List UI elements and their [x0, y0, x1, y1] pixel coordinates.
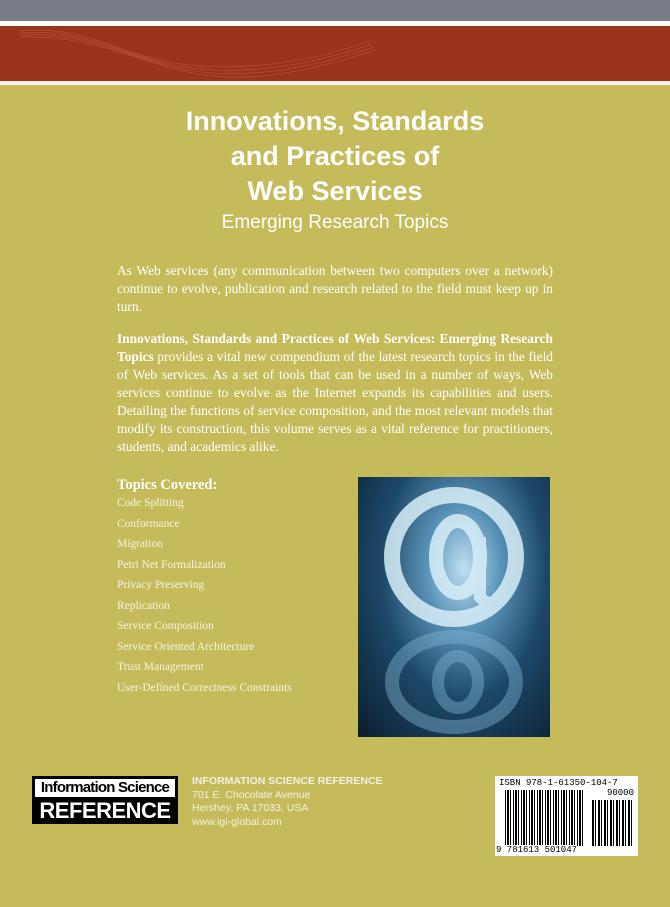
book-subtitle: Emerging Research Topics: [221, 212, 449, 233]
topic-item: Petri Net Formalization: [117, 558, 226, 571]
topic-item: User-Defined Correctness Constraints: [117, 681, 292, 694]
title-line: Innovations, Standards: [185, 106, 485, 136]
description-text: provides a vital new compendium of the latest research topics in the field of Web services. As a set of tools that can be used in a number of ways, Web services continue to evolve as the Internet expands its capabilities and users. Detailing the functions of service composition, and the most relevant models that modify its construction, this volume serves as a vital reference for practitioners, students, and academics alike.: [117, 349, 553, 454]
topic-item: Replication: [117, 599, 171, 612]
book-title: [0, 104, 670, 209]
topics-list: [117, 495, 292, 700]
topic-item: Code Splitting: [117, 497, 184, 509]
supplement-bars: [592, 800, 632, 846]
wave-decoration: [0, 26, 670, 81]
title-line: Web Services: [247, 176, 423, 206]
publisher-logo: [32, 776, 178, 824]
description-paragraph: [117, 330, 553, 456]
isbn-barcode: [495, 776, 638, 856]
divider-stripe: [0, 81, 670, 85]
isbn-text: ISBN 978-1-61350-104-7: [499, 778, 618, 788]
topic-item: Migration: [117, 538, 163, 550]
topics-heading: Topics Covered:: [117, 477, 218, 493]
logo-line1: Information Science: [35, 779, 175, 797]
publisher-info: [192, 775, 383, 829]
publisher-address: 701 E. Chocolate Avenue: [192, 788, 311, 801]
topic-item: Service Oriented Architecture: [117, 640, 255, 653]
publisher-name: INFORMATION SCIENCE REFERENCE: [192, 775, 383, 787]
red-banner: [0, 26, 670, 81]
topic-item: Conformance: [117, 517, 180, 530]
topic-item: Privacy Preserving: [117, 579, 205, 591]
top-gray-band: [0, 0, 670, 21]
barcode-bars: [505, 790, 585, 846]
publisher-city: Hershey, PA 17033, USA: [192, 802, 309, 814]
logo-line2: REFERENCE: [39, 798, 171, 823]
price-code: 90000: [606, 788, 634, 798]
description-bold: Innovations, Standards and Practices of Web Services: Emerging Research Topics: [117, 331, 553, 364]
title-line: and Practices of: [230, 141, 440, 171]
at-sign-icon: [358, 477, 550, 737]
topic-item: Trust Management: [117, 661, 204, 673]
topic-item: Service Composition: [117, 620, 214, 632]
at-sign-fiber-optic-image: [358, 477, 550, 737]
barcode-number: 9 781613 501047: [496, 845, 578, 855]
intro-paragraph: As Web services (any communication between two computers over a network) continue to evolve, publication and research related to the field must keep up in turn.: [117, 263, 553, 314]
publisher-website: www.igi-global.com: [192, 815, 282, 828]
